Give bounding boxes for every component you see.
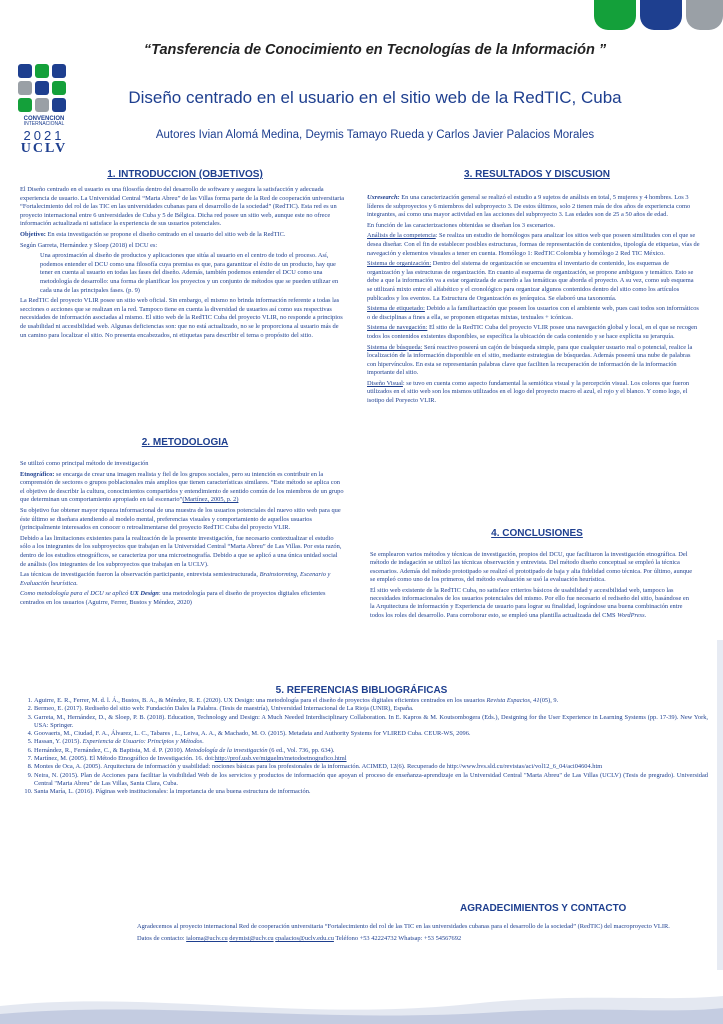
navigation-paragraph bbox=[367, 324, 700, 341]
reference-text: Garreta, M., Hernández, D., & Sloep, P. B. (2018). Education, Technology and Design: A Much Needed Interdisciplinary Collaboration. In E. Kapros & M. Koutsombogera (Eds.), Designing for the User Experience in Learning Systems (pp. 17-39). New York, USA: Springer. bbox=[34, 713, 708, 729]
intro-paragraph-2: La RedTIC del proyecto VLIR posee un sitio web oficial. Sin embargo, el mismo no brinda información referente a todas las secciones o acciones que se realizan en la red. Tampoco tiene en cuenta la diversidad de usuarios así como sus respectivas necesidades de información asociadas al mismo. El sitio web de la RedTIC Cuba del proyecto VLIR, no responde a principios de usabilidad ni accesibilidad web. Algunas deficiencias son: que no está actualizado, no se le proporciona al usuario más de un camino para localizar el sitio. No presenta encabezados, ni etiquetas para describir el tema o propósito del sitio. bbox=[20, 297, 343, 339]
reference-text: Santa María, L. (2016). Páginas web institucionales: la importancia de una buena estructura de información. bbox=[34, 788, 311, 796]
ux-design-term: UX Design bbox=[129, 590, 159, 598]
logo-square bbox=[52, 81, 66, 95]
reference-item bbox=[34, 730, 708, 738]
objective-label: Objetivo: bbox=[20, 230, 46, 238]
reference-item bbox=[34, 705, 708, 713]
results-body bbox=[367, 194, 700, 408]
ack-heading: AGRADECIMIENTOS Y CONTACTO bbox=[460, 903, 627, 914]
organization-label: Sistema de organización: bbox=[367, 260, 432, 268]
competition-paragraph bbox=[367, 232, 700, 258]
results-heading: 3. RESULTADOS Y DISCUSION bbox=[464, 169, 610, 180]
reference-text: Bermeo, E. (2017). Rediseño del sitio web: Fundación Dales la Palabra. (Tesis de maestría), Universidad Internacional de La Rioja (UNIR), España. bbox=[34, 705, 414, 713]
reference-text: Aguirre, E. R., Ferrer, M. d. l. Á., Bustos, B. A., & Méndez, R. E. (2020). UX Design: una metodología para el diseño de proyectos digitales eficientes centrados en los usuarios bbox=[34, 697, 487, 704]
visual-design-text: : se tuvo en cuenta como aspecto fundamental la semiótica visual y la percepción visual. Los colores que fueron utilizados en el sitio web son los mismos utilizados en el logo del proyecto macro el azul, el rojo y el blanco. Y como logo, el isotipo del Poryecto VLIR. bbox=[367, 379, 690, 405]
techniques-text: Las técnicas de investigación fueron la observación participante, entrevista semiestructurada, bbox=[20, 571, 260, 579]
objective-paragraph bbox=[20, 231, 345, 240]
logo-square bbox=[18, 81, 32, 95]
conclusions-text: El sitio web existente de la RedTIC Cuba, no satisface criterios básicos de usabilidad y accesibilidad web, tampoco las necesidades informacionales de los usuarios potenciales del mismo. Por ello fue necesario el rediseño del sitio, basándose en la Arquitectura de información y Experiencia de usuario para lograr su finalidad, lográndose una buena combinación entre todos los roles del desarrollo. Para corroborar esto, se empleó una plantilla actualizada del CMS bbox=[370, 586, 689, 619]
contact-label: Datos de contacto: bbox=[137, 935, 187, 942]
ack-body bbox=[137, 922, 715, 946]
ethnographic-text: se encarga de crear una imagen realista y fiel de los grupos sociales, pero su intención es contribuir en la comprensión de sectores o grupos poblacionales más amplios que tienen características similares. “Este método se aplica con el objetivo de describir la cultura, conocimientos compartidos y entendimiento de sentido común de los miembros de un grupo que determinan un comportamiento apropiado en tal escenario” bbox=[20, 470, 344, 504]
ethnographic-citation-link[interactable]: (Martínez, 2005, p. 2) bbox=[182, 496, 239, 504]
method-body bbox=[20, 460, 345, 610]
logo-mark bbox=[18, 64, 70, 112]
labeling-text: Debido a la familiarización que poseen los usuarios con el ambiente web, pues casi todos son informáticos o de disciplinas a fines a ella, se proponen etiquetas mixtas, textuales + icónicas. bbox=[367, 305, 699, 321]
conclusions-body bbox=[370, 551, 695, 622]
techniques-list: Brainstorming, Escenario y Evaluación heurística. bbox=[20, 571, 331, 587]
logo-line1: CONVENCION bbox=[23, 116, 65, 122]
reference-details: (6 ed., Vol. 736, pp. 634). bbox=[267, 746, 335, 754]
logo-square bbox=[35, 98, 49, 112]
convention-logo bbox=[18, 64, 70, 156]
logo-square bbox=[18, 64, 32, 78]
side-decor-strip bbox=[717, 640, 723, 970]
visual-design-paragraph bbox=[367, 380, 700, 406]
reference-source: Experiencia de Usuario: Principios y Métodos bbox=[82, 738, 203, 746]
decor-tab-grey bbox=[686, 0, 723, 30]
reference-item bbox=[34, 697, 708, 705]
conclusions-end: . bbox=[644, 611, 647, 619]
method-techniques bbox=[20, 571, 345, 588]
conference-title: “Tansferencia de Conocimiento en Tecnologías de la Información ” bbox=[143, 42, 607, 58]
labeling-label: Sistema de etiquetado: bbox=[367, 305, 425, 313]
logo-square bbox=[35, 64, 49, 78]
contact-line bbox=[137, 934, 715, 943]
email-link-2[interactable]: deymist@uclv.cu bbox=[229, 935, 274, 942]
intro-paragraph: El Diseño centrado en el usuario es una filosofía dentro del desarrollo de software y asegura la satisfacción y adecuada experiencia de usuario. La Universidad Central “Marta Abreu” de las Villas forma parte de la Red de cooperación universitaria “Fortalecimiento del rol de las TIC en las universidades cubanas para el desarrollo de la sociedad” (RedTIC). Esta red es un proyecto internacional entre 6 universidades de Cuba y 5 de Bélgica. Dicha red posee un sitio web, aunque este no ofrece información actualizada ni satisface la experiencia de sus usuarios potenciales. bbox=[20, 186, 345, 228]
labeling-paragraph bbox=[367, 305, 700, 322]
wordpress-term: WordPress bbox=[617, 611, 645, 619]
ethnographic-label: Etnográfico: bbox=[20, 470, 55, 478]
decor-tab-green bbox=[594, 0, 636, 30]
logo-square bbox=[52, 98, 66, 112]
method-dcu bbox=[20, 590, 345, 607]
navigation-label: Sistema de navegación: bbox=[367, 324, 428, 332]
ethnographic-paragraph bbox=[20, 471, 345, 505]
scenarios-paragraph: En función de las caracterizaciones obtenidas se diseñan los 3 escenarios. bbox=[367, 221, 555, 229]
uxresearch-paragraph bbox=[367, 194, 700, 220]
reference-item bbox=[34, 738, 708, 746]
logo-square bbox=[52, 64, 66, 78]
organization-text: Dentro del sistema de organización se encuentra el inventario de contenido, los esquemas de organización y las estructuras de organización. En cuanto al esquema de organización, se propone ambiguos y temático. Esto se debe a que la información va a estar organizada de acuerdo a las temáticas que aborda el proyecto. A su vez, como sub esquema se utilizará mixto entre el alfabético y el cronológico para organizar algunos contenidos dentro del sitio como los artículos publicados y los eventos. La Estructura de Organización es jerárquica. Se elaboró una taxonomía. bbox=[367, 260, 694, 302]
decor-tab-blue bbox=[640, 0, 682, 30]
intro-heading: 1. INTRODUCCION (OBJETIVOS) bbox=[107, 169, 263, 180]
poster-title: Diseño centrado en el usuario en el sitio web de la RedTIC, Cuba bbox=[128, 88, 622, 107]
organization-paragraph bbox=[367, 260, 700, 303]
reference-text: Hassan, Y. (2015). bbox=[34, 738, 83, 746]
conclusions-paragraph-1: Se emplearon varios métodos y técnicas de investigación, propios del DCU, que facilitaron la investigación etnográfica. Del método de indagación se utilizó las técnicas observación y entrevista. Del método diseño conceptual se empleó la técnica escenarios. Además del método prototipado se realizó el prototipado de baja y alta fidelidad como técnica. Por último, aunque se empleó como uno de los primeros, del método evaluación se usó la evaluación heurística. bbox=[370, 551, 693, 584]
dcu-method-text: : una metodología para el diseño de proyectos digitales eficientes centrados en los usuarios (Aguirre, Ferrer, Bustos y Méndez, 2020) bbox=[20, 590, 326, 606]
email-link-1[interactable]: ialoma@uclv.cu bbox=[186, 935, 228, 942]
reference-details: . bbox=[202, 738, 204, 746]
method-paragraph-4: Debido a las limitaciones existentes para la realización de la presente investigación, fue necesario contextualizar el estudio sólo a los integrantes de los subproyectos que trabajan en la Universidad Central “Marta Abreu” de Las Villas. Por esta razón, dentro de los estudios etnográficos, se caracteriza por una microetnografía. Debido a que se aplicó a una única unidad social de análisis (los integrantes de los subproyectos que trabajan en la UCLV). bbox=[20, 534, 342, 568]
contact-phones: Teléfono +53 42224732 Whatsap: +53 54567692 bbox=[333, 935, 462, 942]
poster-authors: Autores Ivian Alomá Medina, Deymis Tamayo Rueda y Carlos Javier Palacios Morales bbox=[155, 129, 595, 141]
competition-label: Análisis de la competencia bbox=[367, 232, 436, 240]
logo-year: 2021 bbox=[23, 128, 65, 143]
reference-item bbox=[34, 714, 708, 731]
reference-link[interactable]: http://prof.usb.ve/miguelm/metodoetnografico.html bbox=[214, 755, 347, 763]
objective-text: En esta investigación se propone el diseño centrado en el usuario del sitio web de la RedTIC. bbox=[45, 230, 286, 238]
conclusions-heading: 4. CONCLUSIONES bbox=[491, 528, 583, 539]
method-paragraph-3: Su objetivo fue obtener mayor riqueza informacional de una muestra de los usuarios potenciales del nuevo sitio web para que éste último se diseñara atendiendo al modelo mental, preferencias visuales y comportamiento de aquellos usuarios (principalmente interesados en conocer o retroalimentarse del proyecto RedTIC Cuba del proyecto VLIR. bbox=[20, 506, 341, 532]
dcu-quote: Una aproximación al diseño de productos y aplicaciones que sitúa al usuario en el centro de todo el proceso. Así, podemos entender el DCU como una filosofía cuya premisa es que, para garantizar el éxito de un producto, hay que tener en cuenta al usuario en todas las fases del diseño. Además, también podemos entender el DCU como una metodología de desarrollo: una forma de planificar los proyectos y un conjunto de métodos que se pueden utilizar en cada una de las principales fases. (p. 9) bbox=[40, 252, 339, 294]
logo-org: UCLV bbox=[20, 141, 68, 156]
reference-text: Neira, N. (2015). Plan de Acciones para facilitar la visibilidad Web de los servicios y productos de información que apoyan el proceso de enseñanza-aprendizaje en la Universidad Central "Marta Abreu" de Las Villas (UCLV) (Tesis de pregrado). Universidad Central "Marta Abreu" de Las Villas, Santa Clara, Cuba. bbox=[34, 771, 708, 787]
method-intro: Se utilizó como principal método de investigación bbox=[20, 460, 149, 467]
intro-body bbox=[20, 186, 345, 342]
logo-square bbox=[35, 81, 49, 95]
search-text: Será reactivo poseerá un cajón de búsqueda simple, para que cualquier usuario real o potencial, realice la localización de la información disponible en el sitio, mediante estrategias de búsquedas. Además poseerá una nube de palabras con hipervínculos. En esta se representarán palabras clave que faciliten la recuperación de información de la información importante del sitio. bbox=[367, 343, 693, 377]
dcu-method-lead: Como metodología para el DCU se aplicó bbox=[20, 590, 130, 598]
reference-item bbox=[34, 747, 708, 755]
reference-text: Martínez, M. (2005). El Método Etnográfico de Investigación. 16. doi: bbox=[34, 755, 215, 763]
logo-square bbox=[18, 98, 32, 112]
uxresearch-label: Uxresearch: bbox=[367, 194, 400, 201]
search-label: Sistema de búsqueda: bbox=[367, 343, 423, 351]
competition-text: : Se realiza un estudio de homólogos para analizar los sitios web que poseen similitudes con el que se desea diseñar. Con el fin de establecer posibles estructuras, formas de representación de contenidos, tipología de etiquetas, vías de navegación y elementos visuales a tener en cuenta. Homólogo 1: RedTIC Colombia y homólogo 2 Red TIC México. bbox=[367, 232, 700, 257]
reference-item bbox=[34, 763, 708, 771]
ack-paragraph: Agradecemos al proyecto internacional Red de cooperación universitaria “Fortalecimiento del rol de las TIC en las universidades cubanas para el desarrollo de la sociedad” (RedTIC) del macroproyecto VLIR. bbox=[137, 923, 670, 930]
footer-wave bbox=[0, 984, 723, 1024]
reference-details: (05), 9. bbox=[539, 697, 559, 704]
navigation-text: El sitio de la RedTIC Cuba del proyecto VLIR posee una navegación global y local, en el que se recogen todos los contenidos existentes disponibles, se específica la ubicación de cada contenido y se hace explícita su jerarquía. bbox=[367, 324, 698, 340]
reference-text: Hernández, R., Fernández, C., & Baptista, M. d. P. (2010). bbox=[34, 746, 186, 754]
quote-intro: Según Garreta, Hernández y Sloep (2018) el DCU es: bbox=[20, 241, 158, 249]
method-heading: 2. METODOLOGIA bbox=[141, 437, 229, 448]
uxresearch-text: En una caracterización general se realizó el estudio a 9 sujetos de análisis en total, 5 mujeres y 4 hombres. Los 3 líderes de subproyectos y 6 miembros del subproyecto 3. De estos últimos, solo 2 tienen más de dos años de experiencia como integrantes, así como una mayor actividad en las acciones del subproyecto 3. Las edades son de 25 a 50 años de edad. bbox=[367, 194, 691, 219]
reference-text: Goovaerts, M., Ciudad, F. A., Álvarez, L. C., Tabares , L., Leiva, A. A., & Machado, M. O. (2015). Metadata and Authority Systems for VLIRED Cuba. CEUR-WS, 2096. bbox=[34, 730, 471, 738]
reference-item bbox=[34, 772, 708, 789]
search-paragraph bbox=[367, 344, 700, 378]
references-list bbox=[18, 697, 708, 797]
reference-text: Montes de Oca, A. (2005). Arquitectura de información y usabilidad: nociones básicas para los profesionales de la información. ACIMED, 12(6). Recuperado de http://www.bvs.sld.cu/revistas/aci/vol12_6_04/aci04604.htm bbox=[34, 763, 603, 771]
reference-source: Revista Espacios, 41 bbox=[486, 697, 540, 704]
email-link-3[interactable]: cpalacios@uclv.edu.cu bbox=[275, 935, 334, 942]
visual-design-label: Diseño Visual bbox=[367, 379, 403, 387]
logo-line2: INTERNACIONAL bbox=[23, 121, 65, 127]
reference-item bbox=[34, 788, 708, 796]
references-heading: 5. REFERENCIAS BIBLIOGRÁFICAS bbox=[275, 685, 448, 696]
reference-item bbox=[34, 755, 708, 763]
conclusions-paragraph-2 bbox=[370, 587, 695, 621]
reference-source: Metodología de la investigación bbox=[185, 746, 268, 754]
